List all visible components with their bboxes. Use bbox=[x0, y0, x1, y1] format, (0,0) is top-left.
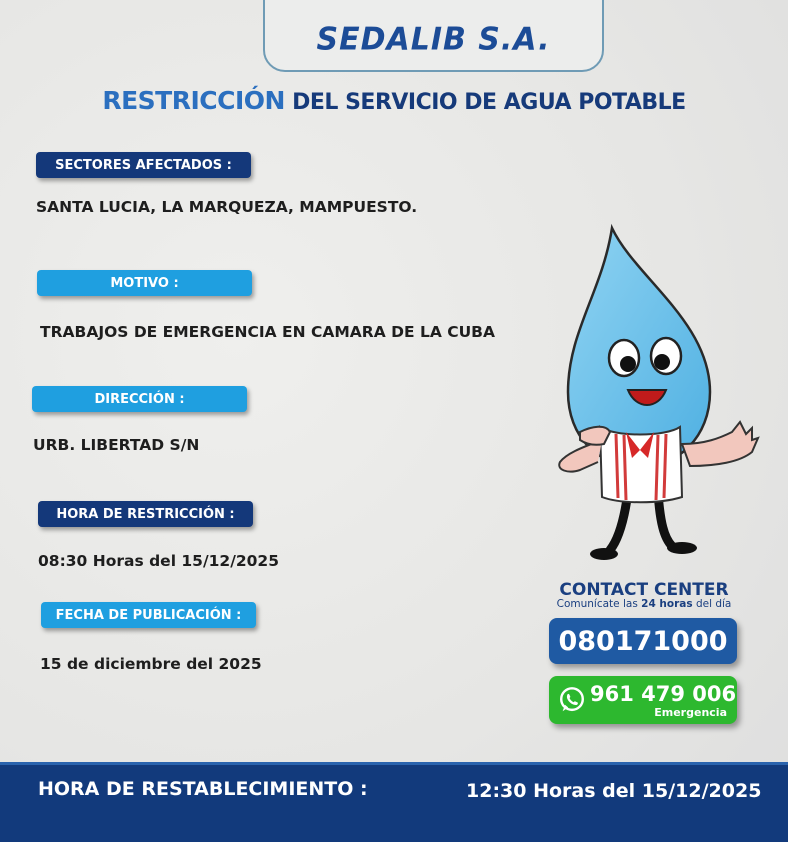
contact-center-title: CONTACT CENTER bbox=[559, 580, 729, 600]
footer-label: HORA DE RESTABLECIMIENTO : bbox=[38, 778, 368, 800]
whatsapp-emergency-button[interactable] bbox=[549, 676, 737, 724]
direccion-label: DIRECCIÓN : bbox=[32, 386, 247, 412]
sectores-label: SECTORES AFECTADOS : bbox=[36, 152, 251, 178]
page-title bbox=[0, 86, 788, 115]
hora-label: HORA DE RESTRICCIÓN : bbox=[38, 501, 253, 527]
fecha-label: FECHA DE PUBLICACIÓN : bbox=[41, 602, 256, 628]
contact-phone-button[interactable]: 080171000 bbox=[549, 618, 737, 664]
hora-value: 08:30 Horas del 15/12/2025 bbox=[38, 552, 279, 570]
contact-center-subtitle bbox=[549, 598, 739, 610]
title-rest: DEL SERVICIO DE AGUA POTABLE bbox=[284, 90, 686, 115]
whatsapp-icon bbox=[557, 685, 587, 715]
sectores-value: SANTA LUCIA, LA MARQUEZA, MAMPUESTO. bbox=[36, 198, 418, 216]
direccion-value: URB. LIBERTAD S/N bbox=[33, 436, 200, 454]
water-drop-mascot bbox=[540, 222, 765, 567]
subtitle-post: del día bbox=[692, 598, 732, 610]
footer-value: 12:30 Horas del 15/12/2025 bbox=[466, 780, 762, 802]
brand-logo: SEDALIB S.A. bbox=[316, 21, 551, 58]
title-accent: RESTRICCIÓN bbox=[102, 86, 285, 115]
subtitle-bold: 24 horas bbox=[641, 598, 693, 610]
whatsapp-label: Emergencia bbox=[654, 706, 727, 719]
footer-bar bbox=[0, 762, 788, 842]
whatsapp-number: 961 479 006 bbox=[590, 682, 737, 706]
motivo-value: TRABAJOS DE EMERGENCIA EN CAMARA DE LA CUBA bbox=[40, 323, 495, 341]
fecha-value: 15 de diciembre del 2025 bbox=[40, 655, 262, 673]
subtitle-pre: Comunícate las bbox=[556, 598, 642, 610]
motivo-label: MOTIVO : bbox=[37, 270, 252, 296]
